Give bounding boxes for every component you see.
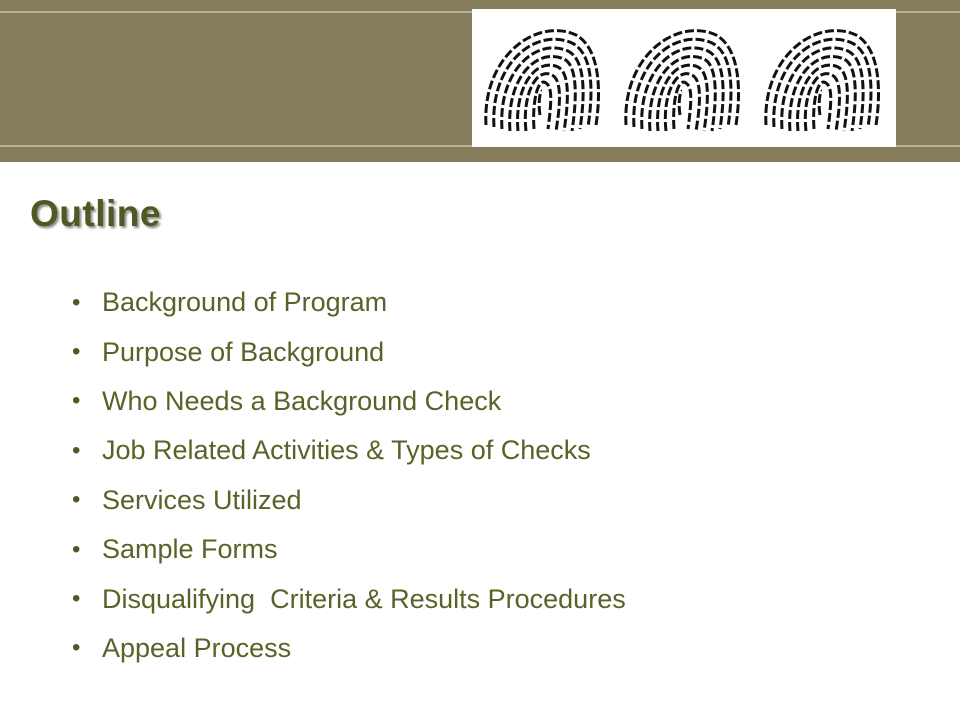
bullet-icon: • (72, 288, 81, 316)
bullet-icon: • (72, 535, 81, 563)
list-item (72, 476, 626, 525)
fingerprint-icon (478, 15, 606, 143)
bullet-icon: • (72, 585, 81, 613)
list-item-label: Disqualifying Criteria & Results Procedures (102, 583, 626, 614)
list-item (72, 624, 626, 673)
list-item-label: Job Related Activities & Types of Checks (102, 435, 591, 466)
list-item (72, 525, 626, 574)
list-item (72, 327, 626, 376)
list-item-label: Purpose of Background (102, 336, 385, 367)
list-item-label: Appeal Process (102, 632, 292, 663)
fingerprint-icon (618, 15, 746, 143)
list-item-label: Services Utilized (102, 484, 302, 515)
bullet-icon: • (72, 436, 81, 464)
list-item (72, 574, 626, 623)
outline-list (72, 278, 626, 673)
bullet-icon: • (72, 338, 81, 366)
bullet-icon: • (72, 486, 81, 514)
fingerprint-image-panel (472, 9, 896, 147)
bullet-icon: • (72, 634, 81, 662)
list-item-label: Sample Forms (102, 534, 278, 565)
list-item (72, 278, 626, 327)
list-item-label: Background of Program (102, 287, 388, 318)
fingerprint-icon (758, 15, 886, 143)
slide-title: Outline (30, 193, 161, 234)
list-item (72, 426, 626, 475)
bullet-icon: • (72, 387, 81, 415)
list-item-label: Who Needs a Background Check (102, 385, 502, 416)
list-item (72, 377, 626, 426)
